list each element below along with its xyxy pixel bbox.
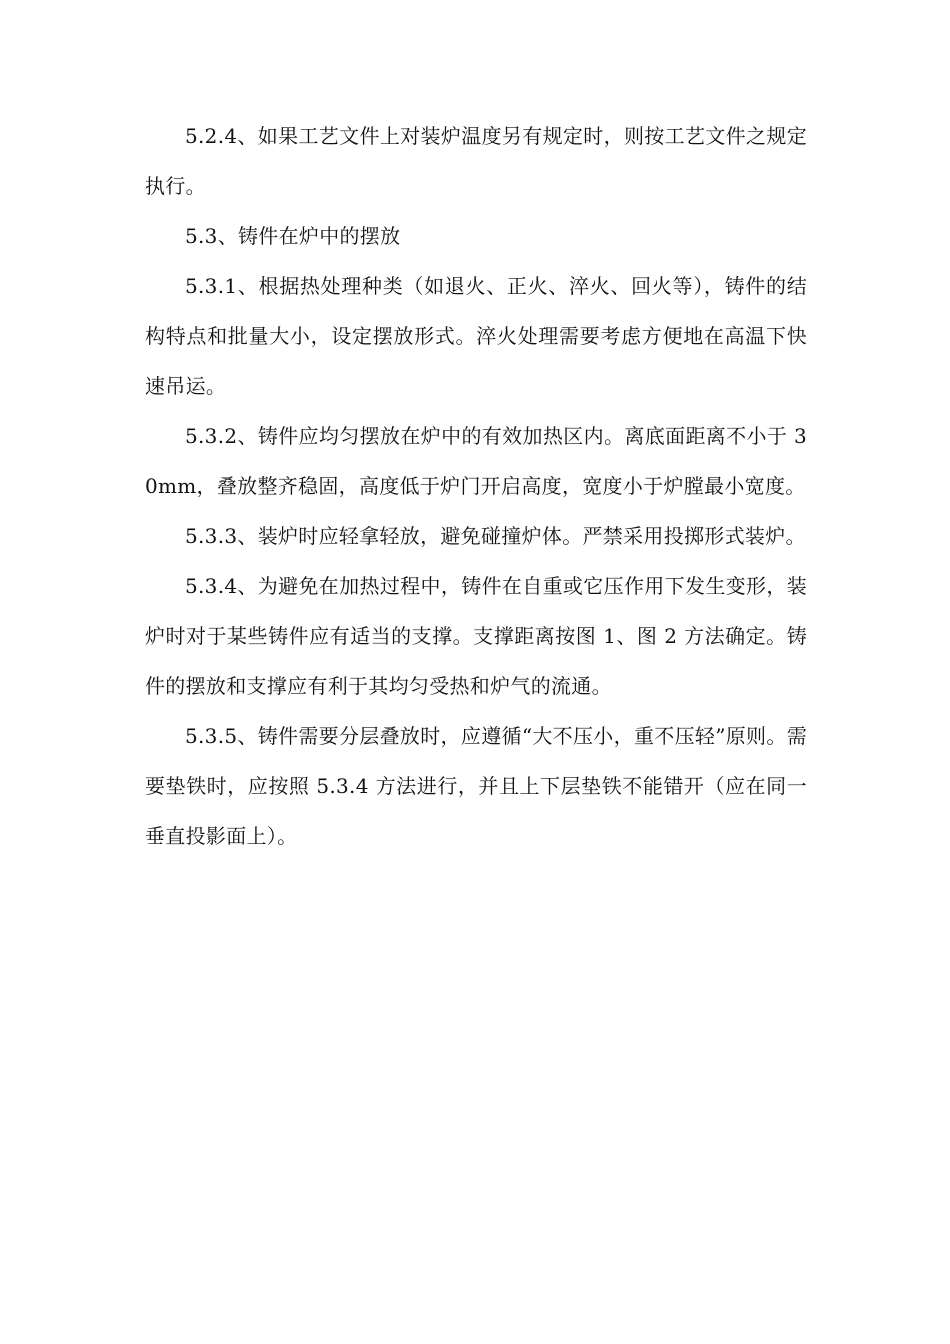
paragraph-5-2-4: 5.2.4、如果工艺文件上对装炉温度另有规定时，则按工艺文件之规定执行。 bbox=[145, 124, 807, 198]
section-heading-5-3: 5.3、铸件在炉中的摆放 bbox=[185, 224, 401, 248]
paragraph-5-3-5: 5.3.5、铸件需要分层叠放时，应遵循“大不压小，重不压轻”原则。需要垫铁时，应按照 5.3.4 方法进行，并且上下层垫铁不能错开（应在同一垂直投影面上）。 bbox=[145, 724, 807, 848]
paragraph-5-3-4: 5.3.4、为避免在加热过程中，铸件在自重或它压作用下发生变形，装炉时对于某些铸件应有适当的支撑。支撑距离按图 1、图 2 方法确定。铸件的摆放和支撑应有利于其均匀受热和炉气的流通。 bbox=[145, 574, 807, 698]
document-body bbox=[145, 111, 807, 861]
paragraph-5-3-2: 5.3.2、铸件应均匀摆放在炉中的有效加热区内。离底面距离不小于 30mm，叠放整齐稳固，高度低于炉门开启高度，宽度小于炉膛最小宽度。 bbox=[145, 424, 807, 498]
paragraph-5-3-3: 5.3.3、装炉时应轻拿轻放，避免碰撞炉体。严禁采用投掷形式装炉。 bbox=[185, 524, 806, 548]
paragraph-5-3-1: 5.3.1、根据热处理种类（如退火、正火、淬火、回火等），铸件的结构特点和批量大小，设定摆放形式。淬火处理需要考虑方便地在高温下快速吊运。 bbox=[145, 274, 807, 398]
